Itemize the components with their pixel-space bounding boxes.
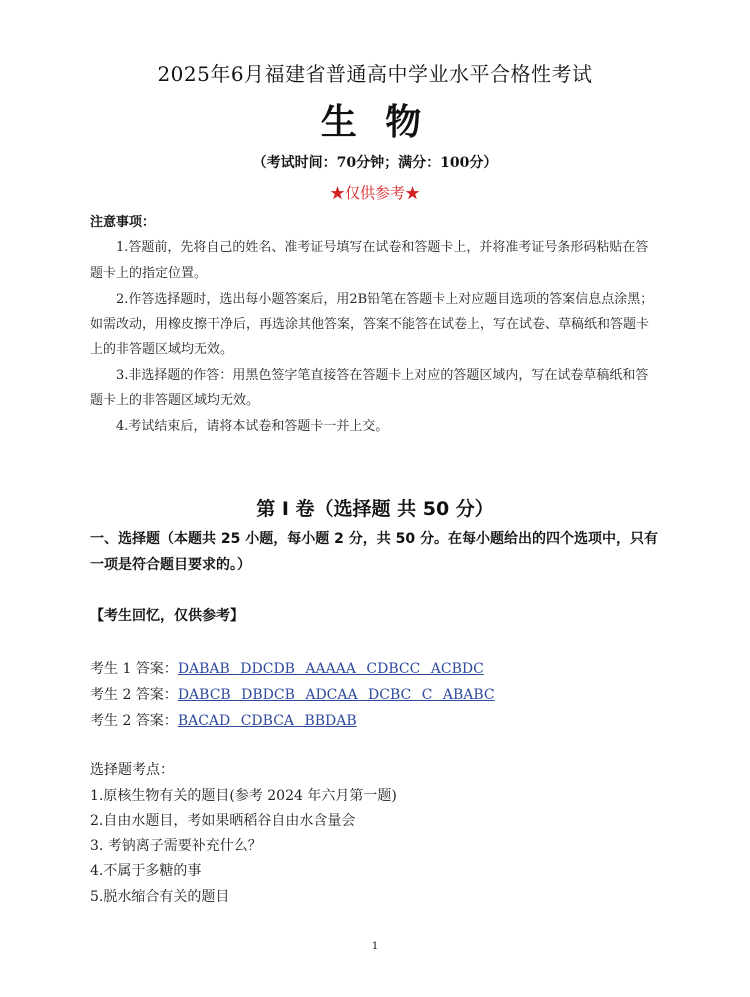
notice-line: 如需改动，用橡皮擦干净后，再选涂其他答案，答案不能答在试卷上，写在试卷、草稿纸和答题卡 bbox=[90, 317, 650, 332]
answer-link[interactable]: DABCB DBDCB ADCAA DCBC C ABABC bbox=[177, 687, 495, 703]
key-point-item: 5.脱水缩合有关的题目 bbox=[90, 889, 230, 905]
answer-label: 考生 2 答案： bbox=[90, 713, 178, 729]
section-description: 一、选择题（本题共 25 小题，每小题 2 分，共 50 分。在每小题给出的四个选项中，只有一项是符合题目要求的。） bbox=[90, 531, 658, 573]
answer-label: 考生 2 答案： bbox=[90, 687, 178, 703]
subject-title: 生 物 bbox=[320, 101, 430, 143]
notice-line: 4.考试结束后，请将本试卷和答题卡一并上交。 bbox=[116, 419, 389, 434]
notice-line: 1.答题前，先将自己的姓名、准考证号填写在试卷和答题卡上，并将准考证号条形码粘贴在答 bbox=[116, 240, 649, 255]
key-point-item: 3. 考钠离子需要补充什么？ bbox=[90, 838, 262, 854]
answer-link[interactable]: DABAB DDCDB AAAAA CDBCC ACBDC bbox=[177, 661, 484, 677]
reference-only-badge: ★仅供参考★ bbox=[329, 184, 420, 202]
answer-row bbox=[90, 710, 357, 730]
notice-line: 2.作答选择题时，选出每小题答案后，用2B铅笔在答题卡上对应题目选项的答案信息点涂黑； bbox=[116, 292, 654, 307]
notice-heading: 注意事项： bbox=[90, 215, 156, 230]
exam-title: 2025年6月福建省普通高中学业水平合格性考试 bbox=[157, 62, 593, 86]
answer-row bbox=[90, 684, 495, 704]
answer-row bbox=[90, 658, 484, 678]
key-point-item: 2.自由水题目，考如果晒稻谷自由水含量会 bbox=[90, 813, 356, 829]
recall-note: 【考生回忆，仅供参考】 bbox=[90, 608, 244, 624]
answer-link[interactable]: BACAD CDBCA BBDAB bbox=[177, 713, 357, 729]
key-point-item: 4.不属于多糖的事 bbox=[90, 863, 202, 879]
notice-line: 题卡上的非答题区域均无效。 bbox=[90, 393, 260, 408]
answer-label: 考生 1 答案： bbox=[90, 661, 178, 677]
exam-info: （考试时间：70分钟；满分：100分） bbox=[252, 155, 498, 171]
notice-line: 题卡上的指定位置。 bbox=[90, 266, 208, 281]
page-number: 1 bbox=[371, 941, 379, 952]
notice-line: 3.非选择题的作答：用黑色签字笔直接答在答题卡上对应的答题区域内，写在试卷草稿纸和答 bbox=[116, 368, 649, 383]
key-point-item: 1.原核生物有关的题目(参考 2024 年六月第一题) bbox=[90, 788, 397, 804]
key-points-heading: 选择题考点： bbox=[90, 762, 174, 778]
notice-line: 上的非答题区域均无效。 bbox=[90, 342, 234, 357]
section-title: 第 I 卷（选择题 共 50 分） bbox=[256, 498, 494, 520]
